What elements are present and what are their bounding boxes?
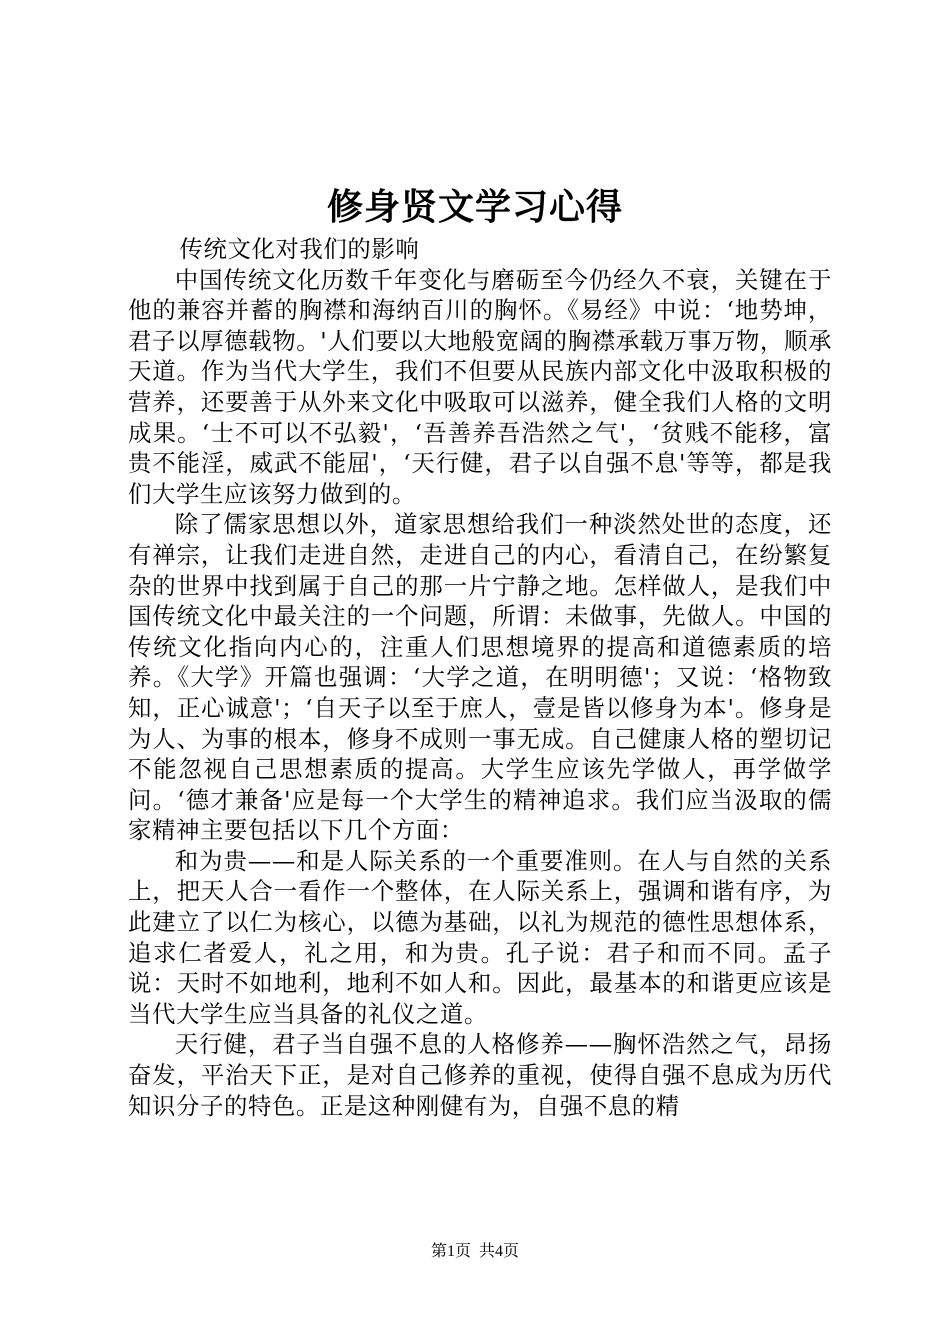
page-total: 共4页 bbox=[479, 1243, 520, 1260]
page-number: 第1页 bbox=[430, 1243, 471, 1260]
paragraph: 和为贵——和是人际关系的一个重要准则。在人与自然的关系上，把天人合一看作一个整体，在人际关系上，强调和谐有序，为此建立了以仁为核心，以德为基础，以礼为规范的德性思想体系，追求仁者爱人，礼之用，和为贵。孔子说：君子和而不同。孟子说：天时不如地利，地利不如人和。因此，最基本的和谐更应该是当代大学生应当具备的礼仪之道。 bbox=[128, 846, 832, 1028]
paragraph-subtitle: 传统文化对我们的影响 bbox=[179, 235, 420, 263]
paragraph: 天行健，君子当自强不息的人格修养——胸怀浩然之气，昂扬奋发，平治天下正，是对自己修养的重视，使得自强不息成为历代知识分子的特色。正是这种刚健有为，自强不息的精 bbox=[128, 1030, 832, 1120]
document-body bbox=[128, 234, 832, 1121]
paragraph: 中国传统文化历数千年变化与磨砺至今仍经久不衰，关键在于他的兼容并蓄的胸襟和海纳百川的胸怀。《易经》中说：‘地势坤，君子以厚德载物。'人们要以大地般宽阔的胸襟承载万事万物，顺承天道。作为当代大学生，我们不但要从民族内部文化中汲取积极的营养，还要善于从外来文化中吸取可以滋养，健全我们人格的文明成果。‘士不可以不弘毅'，‘吾善养吾浩然之气'，‘贫贱不能移，富贵不能淫，威武不能屈'，‘天行健，君子以自强不息'等等，都是我们大学生应该努力做到的。 bbox=[128, 265, 832, 508]
page-footer bbox=[0, 1241, 950, 1263]
document-title: 修身贤文学习心得 bbox=[326, 187, 623, 228]
paragraph: 除了儒家思想以外，道家思想给我们一种淡然处世的态度，还有禅宗，让我们走进自然，走进自己的内心，看清自己，在纷繁复杂的世界中找到属于自己的那一片宁静之地。怎样做人，是我们中国传统文化中最关注的一个问题，所谓：未做事，先做人。中国的传统文化指向内心的，注重人们思想境界的提高和道德素质的培养。《大学》开篇也强调：‘大学之道，在明明德'；又说：‘格物致知，正心诚意'；‘自天子以至于庶人，壹是皆以修身为本'。修身是为人、为事的根本，修身不成则一事无成。自己健康人格的塑切记不能忽视自己思想素质的提高。大学生应该先学做人，再学做学问。‘德才兼备'应是每一个大学生的精神追求。我们应当汲取的儒家精神主要包括以下几个方面： bbox=[128, 510, 832, 845]
